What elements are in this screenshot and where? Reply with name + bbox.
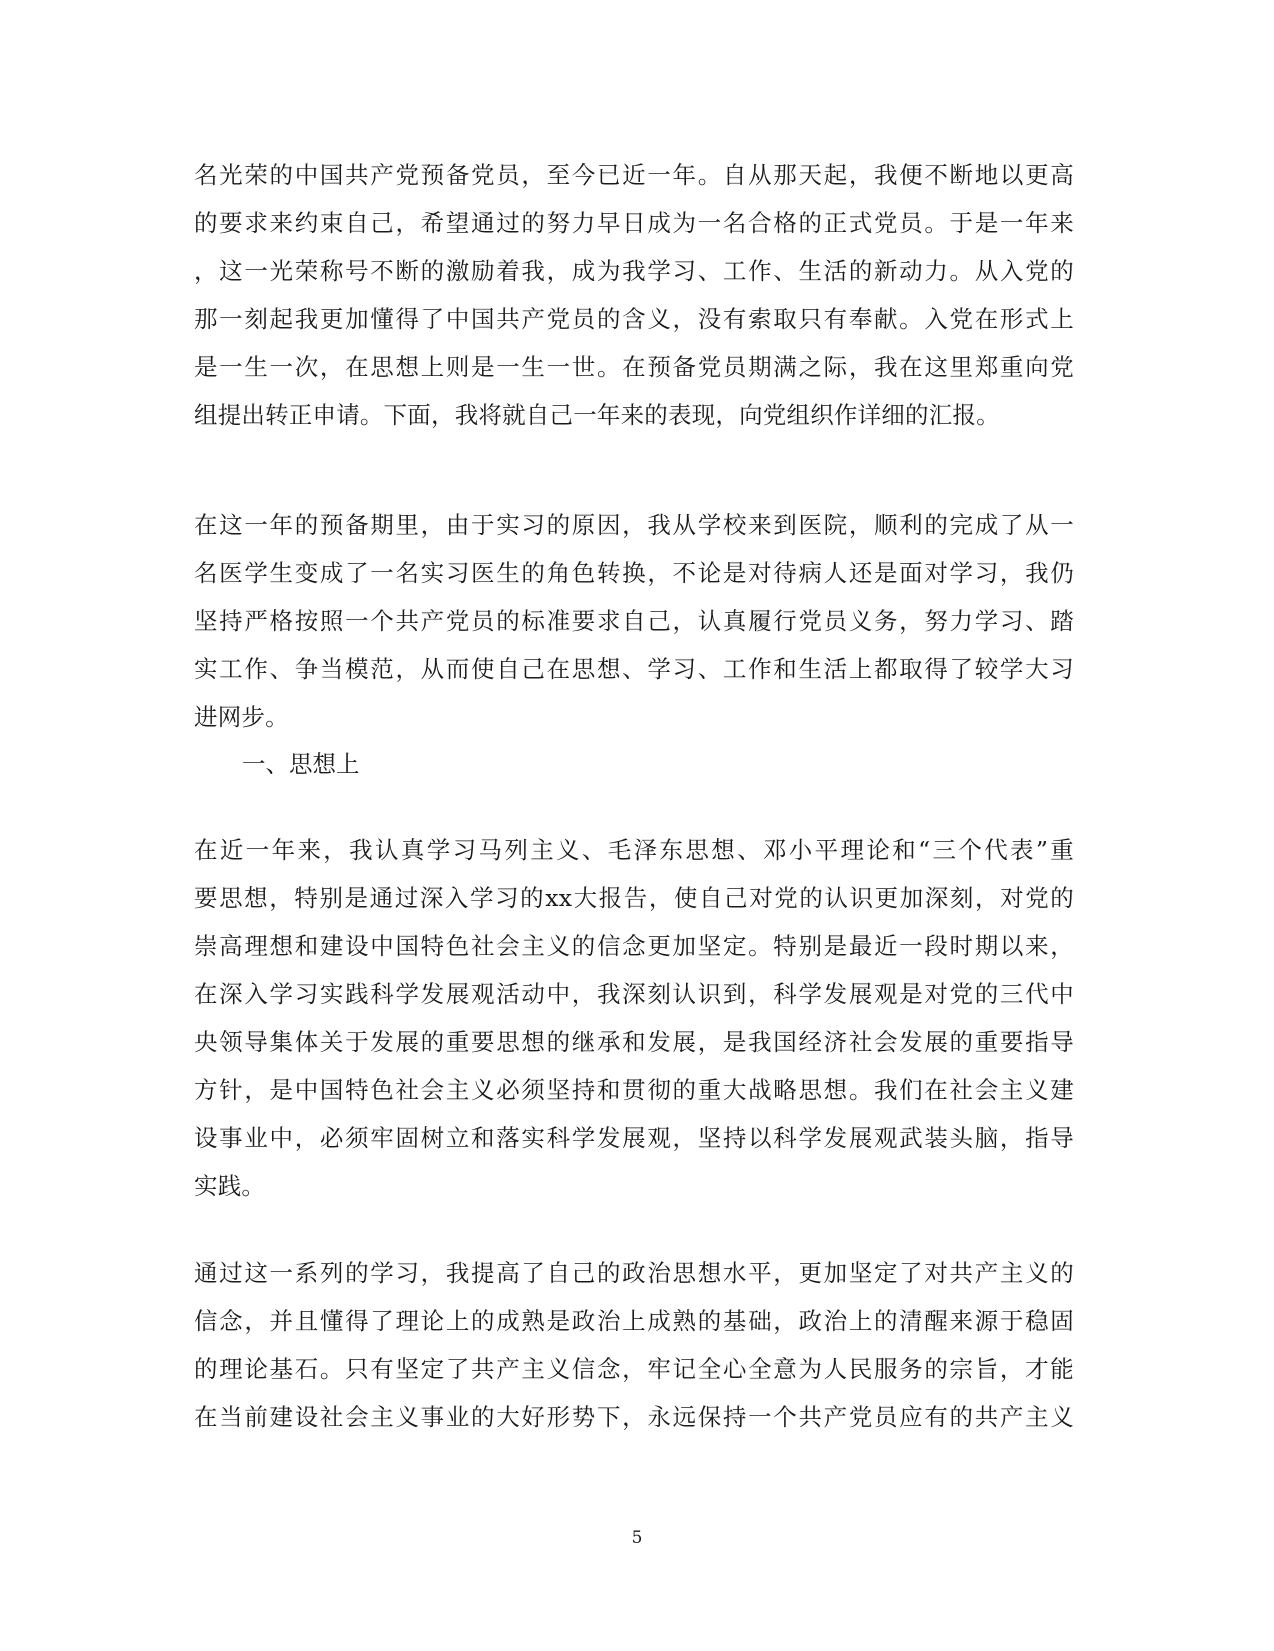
text-line: 实工作、争当模范，从而使自己在思想、学习、工作和生活上都取得了较学大习 bbox=[194, 655, 1074, 683]
paragraph-1 bbox=[194, 151, 1074, 439]
text-line: 的理论基石。只有坚定了共产主义信念，牢记全心全意为人民服务的宗旨，才能 bbox=[194, 1355, 1074, 1383]
paragraph-2 bbox=[194, 501, 1074, 741]
text-line: 进网步。 bbox=[194, 703, 289, 731]
text-line: 设事业中，必须牢固树立和落实科学发展观，坚持以科学发展观武装头脑，指导 bbox=[194, 1124, 1074, 1152]
text-line: 在深入学习实践科学发展观活动中，我深刻认识到，科学发展观是对党的三代中 bbox=[194, 980, 1074, 1008]
paragraph-3 bbox=[194, 826, 1074, 1210]
text-line: 在近一年来，我认真学习马列主义、毛泽东思想、邓小平理论和“三个代表”重 bbox=[194, 836, 1074, 864]
text-line: 实践。 bbox=[194, 1172, 266, 1200]
page-number: 5 bbox=[631, 1528, 643, 1548]
text-line: 在当前建设社会主义事业的大好形势下，永远保持一个共产党员应有的共产主义 bbox=[194, 1403, 1074, 1431]
section-heading: 一、思想上 bbox=[242, 750, 360, 778]
text-line: 是一生一次，在思想上则是一生一世。在预备党员期满之际，我在这里郑重向党 bbox=[194, 353, 1074, 381]
text-line: 在这一年的预备期里，由于实习的原因，我从学校来到医院，顺利的完成了从一 bbox=[194, 511, 1074, 539]
text-line: 央领导集体关于发展的重要思想的继承和发展，是我国经济社会发展的重要指导 bbox=[194, 1028, 1074, 1056]
text-line: 那一刻起我更加懂得了中国共产党员的含义，没有索取只有奉献。入党在形式上 bbox=[194, 305, 1074, 333]
text-line: 坚持严格按照一个共产党员的标准要求自己，认真履行党员义务，努力学习、踏 bbox=[194, 607, 1074, 635]
paragraph-4 bbox=[194, 1249, 1074, 1441]
text-line: 要思想，特别是通过深入学习的xx大报告，使自己对党的认识更加深刻，对党的 bbox=[194, 884, 1074, 912]
text-line: 组提出转正申请。下面，我将就自己一年来的表现，向党组织作详细的汇报。 bbox=[194, 401, 1000, 429]
text-line: 的要求来约束自己，希望通过的努力早日成为一名合格的正式党员。于是一年来 bbox=[194, 209, 1074, 237]
text-line: ，这一光荣称号不断的激励着我，成为我学习、工作、生活的新动力。从入党的 bbox=[194, 257, 1074, 285]
text-line: 名光荣的中国共产党预备党员，至今已近一年。自从那天起，我便不断地以更高 bbox=[194, 161, 1074, 189]
text-line: 信念，并且懂得了理论上的成熟是政治上成熟的基础，政治上的清醒来源于稳固 bbox=[194, 1307, 1074, 1335]
text-line: 通过这一系列的学习，我提高了自己的政治思想水平，更加坚定了对共产主义的 bbox=[194, 1259, 1074, 1287]
text-line: 崇高理想和建设中国特色社会主义的信念更加坚定。特别是最近一段时期以来， bbox=[194, 932, 1074, 960]
text-line: 名医学生变成了一名实习医生的角色转换，不论是对待病人还是面对学习，我仍 bbox=[194, 559, 1074, 587]
text-line: 方针，是中国特色社会主义必须坚持和贯彻的重大战略思想。我们在社会主义建 bbox=[194, 1076, 1074, 1104]
